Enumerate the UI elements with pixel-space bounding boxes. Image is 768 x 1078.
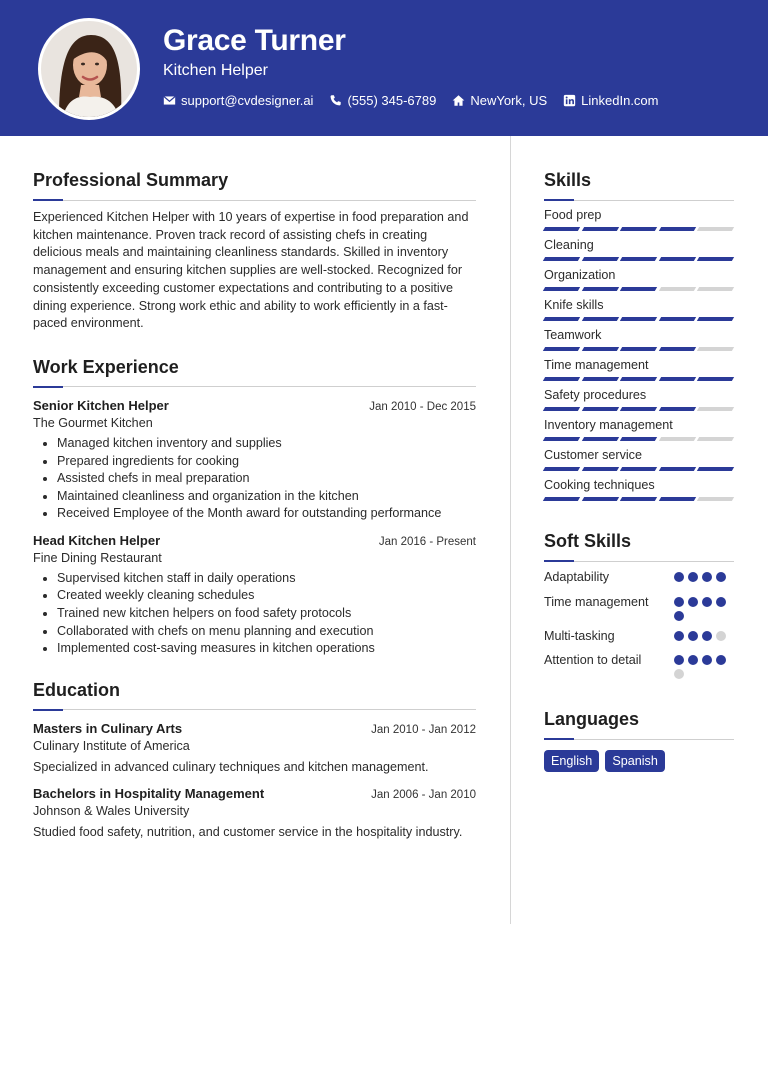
skill-level-segment bbox=[659, 227, 696, 231]
job-company: Fine Dining Restaurant bbox=[33, 550, 162, 565]
soft-skill-rating bbox=[674, 572, 734, 582]
education-entry bbox=[33, 721, 476, 777]
rating-dot bbox=[716, 655, 726, 665]
skill-level-segment bbox=[620, 347, 657, 351]
skill-list bbox=[544, 208, 734, 501]
rating-dot bbox=[674, 572, 684, 582]
bullet-item: • Received Employee of the Month award for outstanding performance bbox=[57, 505, 476, 523]
skill-level-bar bbox=[544, 407, 734, 411]
skill-level-bar bbox=[544, 497, 734, 501]
rating-dot bbox=[716, 597, 726, 607]
skill-item bbox=[544, 328, 734, 351]
language-badge: Spanish bbox=[605, 750, 665, 772]
skill-level-segment bbox=[659, 407, 696, 411]
skill-item bbox=[544, 418, 734, 441]
job-bullets bbox=[33, 435, 476, 523]
job-entry bbox=[33, 533, 476, 658]
skill-level-segment bbox=[543, 227, 580, 231]
education-dates: Jan 2006 - Jan 2010 bbox=[371, 789, 476, 802]
bullet-item: • Prepared ingredients for cooking bbox=[57, 453, 476, 471]
skill-level-segment bbox=[697, 467, 734, 471]
skill-level-segment bbox=[697, 377, 734, 381]
skill-level-segment bbox=[620, 377, 657, 381]
education-header bbox=[33, 721, 476, 736]
education-entry bbox=[33, 786, 476, 842]
skill-level-segment bbox=[697, 227, 734, 231]
rating-dot bbox=[674, 631, 684, 641]
skill-name: Food prep bbox=[544, 208, 602, 222]
rating-dot bbox=[674, 597, 684, 607]
linkedin-icon bbox=[563, 94, 576, 107]
rating-dot bbox=[688, 597, 698, 607]
bullet-item: • Supervised kitchen staff in daily operations bbox=[57, 570, 476, 588]
skill-item bbox=[544, 358, 734, 381]
skill-level-segment bbox=[697, 317, 734, 321]
soft-skill-item bbox=[544, 628, 734, 646]
skill-name: Inventory management bbox=[544, 418, 673, 432]
soft-skill-name: Time management bbox=[544, 594, 649, 609]
location-text: NewYork, US bbox=[470, 93, 548, 108]
summary-text: Experienced Kitchen Helper with 10 years of expertise in food preparation and kitchen maintenance. Proven track record of assisting chefs in creating delicious meals and maintaining cleanliness standards. Skilled in inventory management and ensuring kitchen supplies are well-stocked. Recognized for consistently exceeding customer expectations and contributing to a positive dining experience. Strong work ethic and ability to work efficiently in a fast-paced environment. bbox=[33, 210, 469, 331]
skill-level-segment bbox=[581, 407, 618, 411]
rating-dot bbox=[702, 597, 712, 607]
candidate-role: Kitchen Helper bbox=[163, 62, 268, 79]
skill-level-segment bbox=[543, 497, 580, 501]
linkedin-text: LinkedIn.com bbox=[581, 93, 659, 108]
soft-skill-item bbox=[544, 652, 734, 679]
skill-level-segment bbox=[543, 437, 580, 441]
skill-level-segment bbox=[659, 377, 696, 381]
contact-phone[interactable] bbox=[329, 93, 436, 108]
section-rule bbox=[544, 199, 734, 201]
soft-skill-rating bbox=[674, 631, 734, 641]
contact-email[interactable] bbox=[163, 93, 313, 108]
rating-dot bbox=[674, 669, 684, 679]
section-title: Skills bbox=[544, 170, 592, 190]
section-rule bbox=[544, 738, 734, 740]
contact-list bbox=[163, 93, 659, 108]
education-description: Studied food safety, nutrition, and customer service in the hospitality industry. bbox=[33, 825, 463, 840]
skill-name: Cooking techniques bbox=[544, 478, 655, 492]
bullet-item: • Created weekly cleaning schedules bbox=[57, 587, 476, 605]
skill-level-segment bbox=[581, 377, 618, 381]
section-title: Soft Skills bbox=[544, 531, 632, 551]
main-column bbox=[33, 170, 476, 842]
contact-linkedin[interactable] bbox=[563, 93, 658, 108]
skill-item bbox=[544, 268, 734, 291]
skill-item bbox=[544, 208, 734, 231]
envelope-icon bbox=[163, 94, 176, 107]
skill-level-segment bbox=[581, 227, 618, 231]
skill-level-bar bbox=[544, 287, 734, 291]
skill-name: Organization bbox=[544, 268, 616, 282]
resume-header bbox=[0, 0, 768, 136]
education-description: Specialized in advanced culinary techniques and kitchen management. bbox=[33, 759, 429, 774]
skill-level-segment bbox=[620, 467, 657, 471]
job-list bbox=[33, 398, 476, 658]
skill-level-segment bbox=[581, 437, 618, 441]
rating-dot bbox=[702, 631, 712, 641]
bullet-item: • Assisted chefs in meal preparation bbox=[57, 470, 476, 488]
experience-section bbox=[33, 357, 476, 658]
skill-item bbox=[544, 238, 734, 261]
rating-dot bbox=[702, 572, 712, 582]
skill-level-segment bbox=[620, 227, 657, 231]
soft-skill-name: Multi-tasking bbox=[544, 628, 615, 643]
section-rule bbox=[33, 199, 476, 201]
job-company: The Gourmet Kitchen bbox=[33, 415, 153, 430]
skill-level-segment bbox=[620, 257, 657, 261]
job-title: Head Kitchen Helper bbox=[33, 532, 161, 548]
bullet-item: • Maintained cleanliness and organization in the kitchen bbox=[57, 488, 476, 506]
rating-dot bbox=[716, 631, 726, 641]
section-title: Languages bbox=[544, 709, 640, 730]
bullet-item: • Trained new kitchen helpers on food safety protocols bbox=[57, 605, 476, 623]
email-text: support@cvdesigner.ai bbox=[181, 93, 314, 108]
education-header bbox=[33, 786, 476, 801]
skill-level-segment bbox=[697, 497, 734, 501]
skill-level-segment bbox=[581, 467, 618, 471]
soft-skill-list bbox=[544, 569, 734, 679]
job-header bbox=[33, 533, 476, 548]
skill-level-bar bbox=[544, 347, 734, 351]
job-dates: Jan 2016 - Present bbox=[378, 535, 476, 548]
soft-skill-name: Attention to detail bbox=[544, 653, 642, 668]
skill-level-segment bbox=[581, 287, 618, 291]
phone-text: (555) 345-6789 bbox=[347, 93, 437, 108]
degree-title: Masters in Culinary Arts bbox=[33, 720, 183, 736]
section-rule bbox=[33, 709, 476, 711]
education-dates: Jan 2010 - Jan 2012 bbox=[371, 723, 476, 736]
skill-level-segment bbox=[659, 257, 696, 261]
education-section bbox=[33, 680, 476, 842]
section-title: Professional Summary bbox=[33, 170, 229, 190]
contact-location bbox=[452, 93, 547, 108]
skill-name: Customer service bbox=[544, 448, 642, 462]
job-bullets bbox=[33, 570, 476, 658]
skill-level-segment bbox=[697, 347, 734, 351]
bullet-item: • Implemented cost-saving measures in kitchen operations bbox=[57, 640, 476, 658]
soft-skill-item bbox=[544, 569, 734, 587]
soft-skill-name: Adaptability bbox=[544, 570, 610, 584]
soft-skill-rating bbox=[674, 655, 734, 679]
skill-name: Cleaning bbox=[544, 238, 594, 252]
skill-level-segment bbox=[581, 347, 618, 351]
skill-level-segment bbox=[659, 467, 696, 471]
job-dates: Jan 2010 - Dec 2015 bbox=[369, 400, 476, 413]
section-rule bbox=[33, 386, 476, 388]
job-header bbox=[33, 398, 476, 413]
skill-level-segment bbox=[659, 287, 696, 291]
school-name: Johnson & Wales University bbox=[33, 804, 190, 819]
candidate-name: Grace Turner bbox=[163, 24, 346, 57]
soft-skill-item bbox=[544, 594, 734, 621]
skill-level-bar bbox=[544, 257, 734, 261]
phone-icon bbox=[329, 94, 342, 107]
degree-title: Bachelors in Hospitality Management bbox=[33, 786, 265, 802]
skill-level-segment bbox=[620, 287, 657, 291]
home-icon bbox=[452, 94, 465, 107]
skill-item bbox=[544, 298, 734, 321]
bullet-item: • Collaborated with chefs on menu planning and execution bbox=[57, 623, 476, 641]
job-entry bbox=[33, 398, 476, 523]
soft-skills-section bbox=[544, 531, 734, 679]
skill-level-segment bbox=[543, 317, 580, 321]
skill-level-segment bbox=[697, 437, 734, 441]
skill-level-segment bbox=[659, 497, 696, 501]
skill-level-segment bbox=[697, 287, 734, 291]
rating-dot bbox=[716, 572, 726, 582]
skill-level-segment bbox=[659, 347, 696, 351]
skill-level-segment bbox=[543, 467, 580, 471]
bullet-item: • Managed kitchen inventory and supplies bbox=[57, 435, 476, 453]
skill-item bbox=[544, 388, 734, 411]
skill-name: Time management bbox=[544, 358, 649, 372]
job-title: Senior Kitchen Helper bbox=[33, 397, 169, 413]
skill-name: Knife skills bbox=[544, 298, 604, 312]
rating-dot bbox=[688, 631, 698, 641]
skill-level-bar bbox=[544, 377, 734, 381]
skill-level-segment bbox=[543, 257, 580, 261]
skill-level-segment bbox=[697, 407, 734, 411]
skill-level-segment bbox=[620, 317, 657, 321]
section-title: Education bbox=[33, 679, 121, 700]
section-rule bbox=[544, 560, 734, 562]
skill-level-bar bbox=[544, 437, 734, 441]
profile-photo bbox=[41, 21, 137, 117]
skills-section bbox=[544, 170, 734, 501]
skill-level-segment bbox=[581, 317, 618, 321]
skill-level-bar bbox=[544, 227, 734, 231]
skill-name: Safety procedures bbox=[544, 388, 647, 402]
column-divider bbox=[510, 136, 511, 924]
skill-level-segment bbox=[659, 437, 696, 441]
summary-section bbox=[33, 170, 476, 333]
skill-level-segment bbox=[581, 497, 618, 501]
skill-level-bar bbox=[544, 467, 734, 471]
languages-section bbox=[544, 709, 734, 772]
soft-skill-rating bbox=[674, 597, 734, 621]
language-badge: English bbox=[544, 750, 599, 772]
rating-dot bbox=[674, 611, 684, 621]
skill-item bbox=[544, 478, 734, 501]
skill-level-segment bbox=[543, 347, 580, 351]
rating-dot bbox=[702, 655, 712, 665]
education-list bbox=[33, 721, 476, 842]
rating-dot bbox=[688, 572, 698, 582]
school-name: Culinary Institute of America bbox=[33, 738, 190, 753]
skill-level-segment bbox=[620, 407, 657, 411]
skill-level-segment bbox=[543, 407, 580, 411]
skill-level-segment bbox=[659, 317, 696, 321]
skill-level-bar bbox=[544, 317, 734, 321]
rating-dot bbox=[674, 655, 684, 665]
language-list bbox=[544, 750, 734, 772]
section-title: Work Experience bbox=[33, 356, 179, 377]
skill-item bbox=[544, 448, 734, 471]
skill-level-segment bbox=[581, 257, 618, 261]
side-column bbox=[544, 170, 734, 772]
skill-name: Teamwork bbox=[544, 328, 602, 342]
rating-dot bbox=[688, 655, 698, 665]
skill-level-segment bbox=[543, 287, 580, 291]
skill-level-segment bbox=[543, 377, 580, 381]
avatar bbox=[38, 18, 140, 120]
skill-level-segment bbox=[697, 257, 734, 261]
skill-level-segment bbox=[620, 497, 657, 501]
skill-level-segment bbox=[620, 437, 657, 441]
